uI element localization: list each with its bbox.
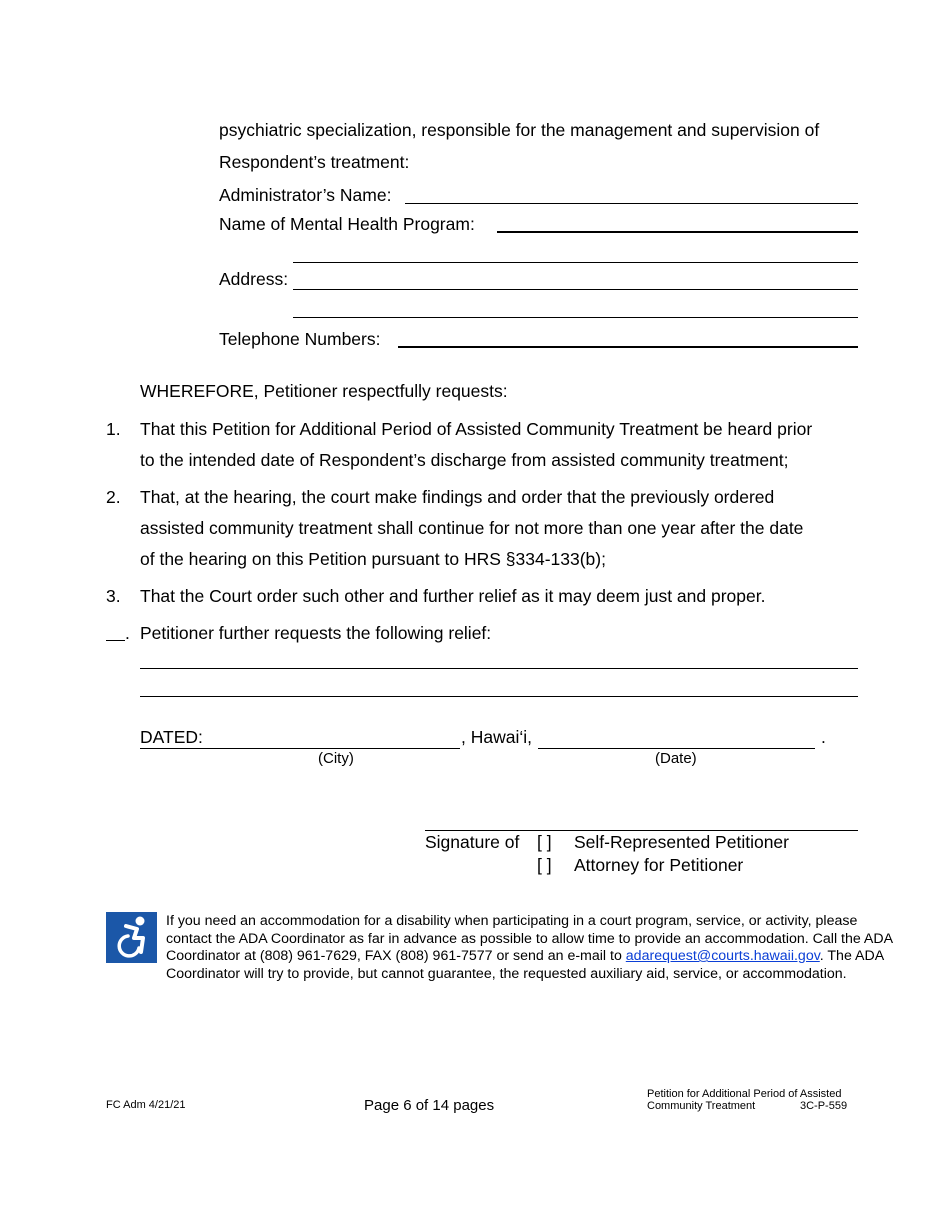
dated-label: DATED: (140, 727, 203, 747)
request-2-line-1: That, at the hearing, the court make findings and order that the previously ordered (140, 487, 775, 507)
intro-line-2: Respondent’s treatment: (219, 152, 410, 172)
address-field-line-1[interactable] (293, 262, 858, 263)
ada-text-before: If you need an accommodation for a disability when participating in a court program, service, or activity, please contact the ADA Coordinator as far in advance as possible to allow time to provide an accommodation. Call the ADA Coordinator at (808) 961-7629, FAX (808) 961-7577 or send an e-mail to (166, 913, 893, 964)
telephone-label: Telephone Numbers: (219, 329, 381, 349)
further-relief-line-2[interactable] (140, 696, 858, 697)
doc-title-line-1: Petition for Additional Period of Assisted (647, 1088, 842, 1100)
program-label: Name of Mental Health Program: (219, 214, 475, 234)
wherefore-heading: WHEREFORE, Petitioner respectfully requests: (140, 381, 508, 401)
attorney-checkbox[interactable]: [ ] (537, 855, 552, 875)
signature-label: Signature of (425, 832, 520, 852)
form-id: FC Adm 4/21/21 (106, 1099, 186, 1111)
request-3-line-1: That the Court order such other and further relief as it may deem just and proper. (140, 586, 766, 606)
program-name-field[interactable] (497, 231, 858, 233)
request-2-line-3: of the hearing on this Petition pursuant to HRS §334-133(b); (140, 549, 606, 569)
accessibility-icon (106, 912, 157, 963)
telephone-field[interactable] (398, 346, 858, 348)
ada-notice (166, 913, 906, 983)
request-2-number: 2. (106, 487, 121, 507)
ada-email-link[interactable]: adarequest@courts.hawaii.gov (625, 948, 820, 964)
request-2-line-2: assisted community treatment shall continue for not more than one year after the date (140, 518, 804, 538)
request-1-number: 1. (106, 419, 121, 439)
page-number: Page 6 of 14 pages (364, 1097, 495, 1114)
doc-code: 3C-P-559 (800, 1100, 848, 1112)
self-represented-checkbox[interactable]: [ ] (537, 832, 552, 852)
dated-period: . (821, 727, 826, 747)
date-caption: (Date) (655, 750, 697, 767)
request-1-line-2: to the intended date of Respondent’s discharge from assisted community treatment; (140, 450, 789, 470)
self-represented-label: Self-Represented Petitioner (574, 832, 789, 852)
address-label: Address: (219, 269, 289, 289)
ada-text-after: . The ADA Coordinator will try to provide, but cannot guarantee, the requested auxiliary aid, service, or accommodation. (166, 948, 884, 982)
administrator-label: Administrator’s Name: (219, 185, 392, 205)
further-relief-line-1[interactable] (140, 668, 858, 669)
date-field[interactable] (538, 748, 815, 749)
further-relief-period: . (125, 623, 130, 643)
address-field-line-2[interactable] (293, 289, 858, 290)
intro-line-1: psychiatric specialization, responsible for the management and supervision of (219, 120, 820, 140)
attorney-label: Attorney for Petitioner (574, 855, 744, 875)
doc-title-line-2: Community Treatment (647, 1100, 756, 1112)
hawaii-label: , Hawai‘i, (461, 727, 532, 747)
further-relief-text: Petitioner further requests the following relief: (140, 623, 492, 643)
request-1-line-1: That this Petition for Additional Period of Assisted Community Treatment be heard prior (140, 419, 813, 439)
further-relief-checkbox-line[interactable] (106, 640, 125, 641)
signature-line[interactable] (425, 830, 858, 831)
request-3-number: 3. (106, 586, 121, 606)
city-field[interactable] (140, 748, 460, 749)
address-field-line-3[interactable] (293, 317, 858, 318)
administrator-name-field[interactable] (405, 203, 858, 204)
city-caption: (City) (318, 750, 354, 767)
